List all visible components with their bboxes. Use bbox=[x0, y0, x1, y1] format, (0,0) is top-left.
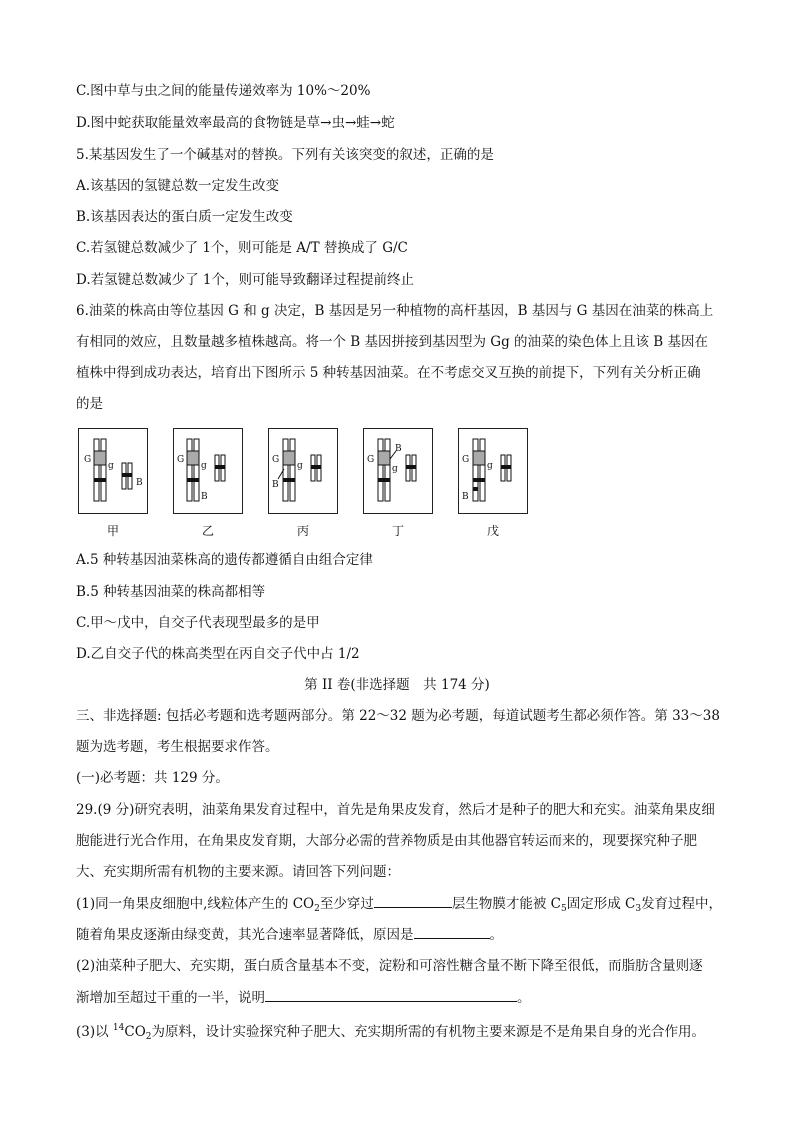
caption-ding: 丁 bbox=[391, 524, 404, 538]
gene-label-G: G bbox=[177, 455, 185, 465]
gene-label-G: G bbox=[462, 455, 470, 465]
gene-label-G: G bbox=[84, 455, 92, 465]
q6-option-c: C.甲～戊中，自交子代表现型最多的是甲 bbox=[76, 615, 320, 631]
panel-ding bbox=[363, 428, 433, 514]
gene-label-g: g bbox=[201, 461, 207, 471]
q4-option-c: C.图中草与虫之间的能量传递效率为 10%～20% bbox=[76, 83, 371, 99]
transgenic-chromosome-figure bbox=[76, 428, 546, 538]
panel-yi bbox=[173, 428, 243, 514]
answer-blank-2[interactable] bbox=[414, 924, 490, 939]
gene-label-g: g bbox=[297, 461, 303, 471]
q29-stem-line-3: 大、充实期所需有机物的主要来源。请回答下列问题： bbox=[76, 864, 400, 880]
gene-label-B: B bbox=[201, 492, 208, 502]
q6-stem-line-4: 的是 bbox=[76, 396, 103, 412]
q29-part3-line-1: (3)以 $^{14}CO_2$为原料，设计实验探究种子肥大、充实期所需的有机物主要来源是不是角果自身的光合作用。 bbox=[76, 1023, 706, 1042]
answer-blank-1[interactable] bbox=[374, 893, 452, 908]
section3-line-2: 题为选考题，考生根据要求作答。 bbox=[76, 739, 279, 755]
q5-option-c: C.若氢键总数减少了 1个，则可能是 A/T 替换成了 G/C bbox=[76, 240, 408, 256]
q6-option-d: D.乙自交子代的株高类型在丙自交子代中占 1/2 bbox=[76, 646, 360, 662]
q29-part2-line-2: 渐增加至超过干重的一半，说明 。 bbox=[76, 987, 531, 1008]
section3-line-1: 三、非选择题: 包括必考题和选考题两部分。第 22～32 题为必考题，每道试题考生都必须作答。第 33～38 bbox=[76, 708, 720, 724]
required-questions-heading: (一)必考题：共 129 分。 bbox=[76, 770, 229, 786]
gene-label-g: g bbox=[487, 461, 493, 471]
gene-label-B: B bbox=[272, 480, 279, 490]
panel-wu bbox=[458, 428, 528, 514]
q5-option-a: A.该基因的氢键总数一定发生改变 bbox=[76, 178, 280, 194]
q6-option-a: A.5 种转基因油菜株高的遗传都遵循自由组合定律 bbox=[76, 552, 373, 568]
gene-label-g: g bbox=[392, 464, 398, 474]
q5-option-d: D.若氢键总数减少了 1个，则可能导致翻译过程提前终止 bbox=[76, 272, 415, 288]
caption-yi: 乙 bbox=[201, 524, 214, 538]
q6-stem-line-1: 6.油菜的株高由等位基因 G 和 g 决定，B 基因是另一种植物的高杆基因，B 基因与 G 基因在油菜的株高上 bbox=[76, 303, 714, 319]
q29-stem-line-2: 胞能进行光合作用，在角果皮发育期，大部分必需的营养物质是由其他器官转运而来的，现要探究种子肥 bbox=[76, 833, 697, 849]
caption-bing: 丙 bbox=[296, 524, 309, 538]
caption-wu: 戊 bbox=[486, 524, 499, 538]
caption-jia: 甲 bbox=[106, 524, 119, 538]
q29-part1-line-2: 随着角果皮逐渐由绿变黄，其光合速率显著降低，原因是 。 bbox=[76, 924, 503, 945]
q29-stem-line-1: 29.(9 分)研究表明，油菜角果发育过程中，首先是角果皮发育，然后才是种子的肥大和充实。油菜角果皮细 bbox=[76, 802, 715, 818]
gene-label-G: G bbox=[272, 455, 280, 465]
gene-label-B: B bbox=[395, 444, 402, 454]
q29-part1-line-1: (1)同一角果皮细胞中,线粒体产生的 $CO_2$至少穿过 层生物膜才能被 $C_5$固定形成 $C_3$发育过程中， bbox=[76, 893, 722, 919]
q5-stem: 5.某基因发生了一个碱基对的替换。下列有关该突变的叙述，正确的是 bbox=[76, 147, 494, 163]
gene-label-G: G bbox=[367, 455, 375, 465]
panel-bing bbox=[268, 428, 338, 514]
q6-option-b: B.5 种转基因油菜的株高都相等 bbox=[76, 584, 266, 600]
gene-label-B: B bbox=[462, 492, 469, 502]
answer-blank-3[interactable] bbox=[265, 987, 517, 1002]
q6-stem-line-3: 植株中得到成功表达，培育出下图所示 5 种转基因油菜。在不考虑交叉互换的前提下，下列有关分析正确 bbox=[76, 365, 701, 381]
gene-label-B: B bbox=[136, 478, 143, 488]
q5-option-b: B.该基因表达的蛋白质一定发生改变 bbox=[76, 209, 293, 225]
q6-stem-line-2: 有相同的效应，且数量越多植株越高。将一个 B 基因拼接到基因型为 Gg 的油菜的染色体上且该 B 基因在 bbox=[76, 334, 709, 350]
gene-label-g: g bbox=[108, 461, 114, 471]
q29-part2-line-1: (2)油菜种子肥大、充实期，蛋白质含量基本不变，淀粉和可溶性糖含量不断下降至很低，而脂肪含量则逐 bbox=[76, 958, 703, 974]
q4-option-d: D.图中蛇获取能量效率最高的食物链是草→虫→蛙→蛇 bbox=[76, 115, 395, 131]
part2-title: 第 II 卷(非选择题 共 174 分) bbox=[304, 677, 490, 693]
panel-jia bbox=[78, 428, 148, 514]
